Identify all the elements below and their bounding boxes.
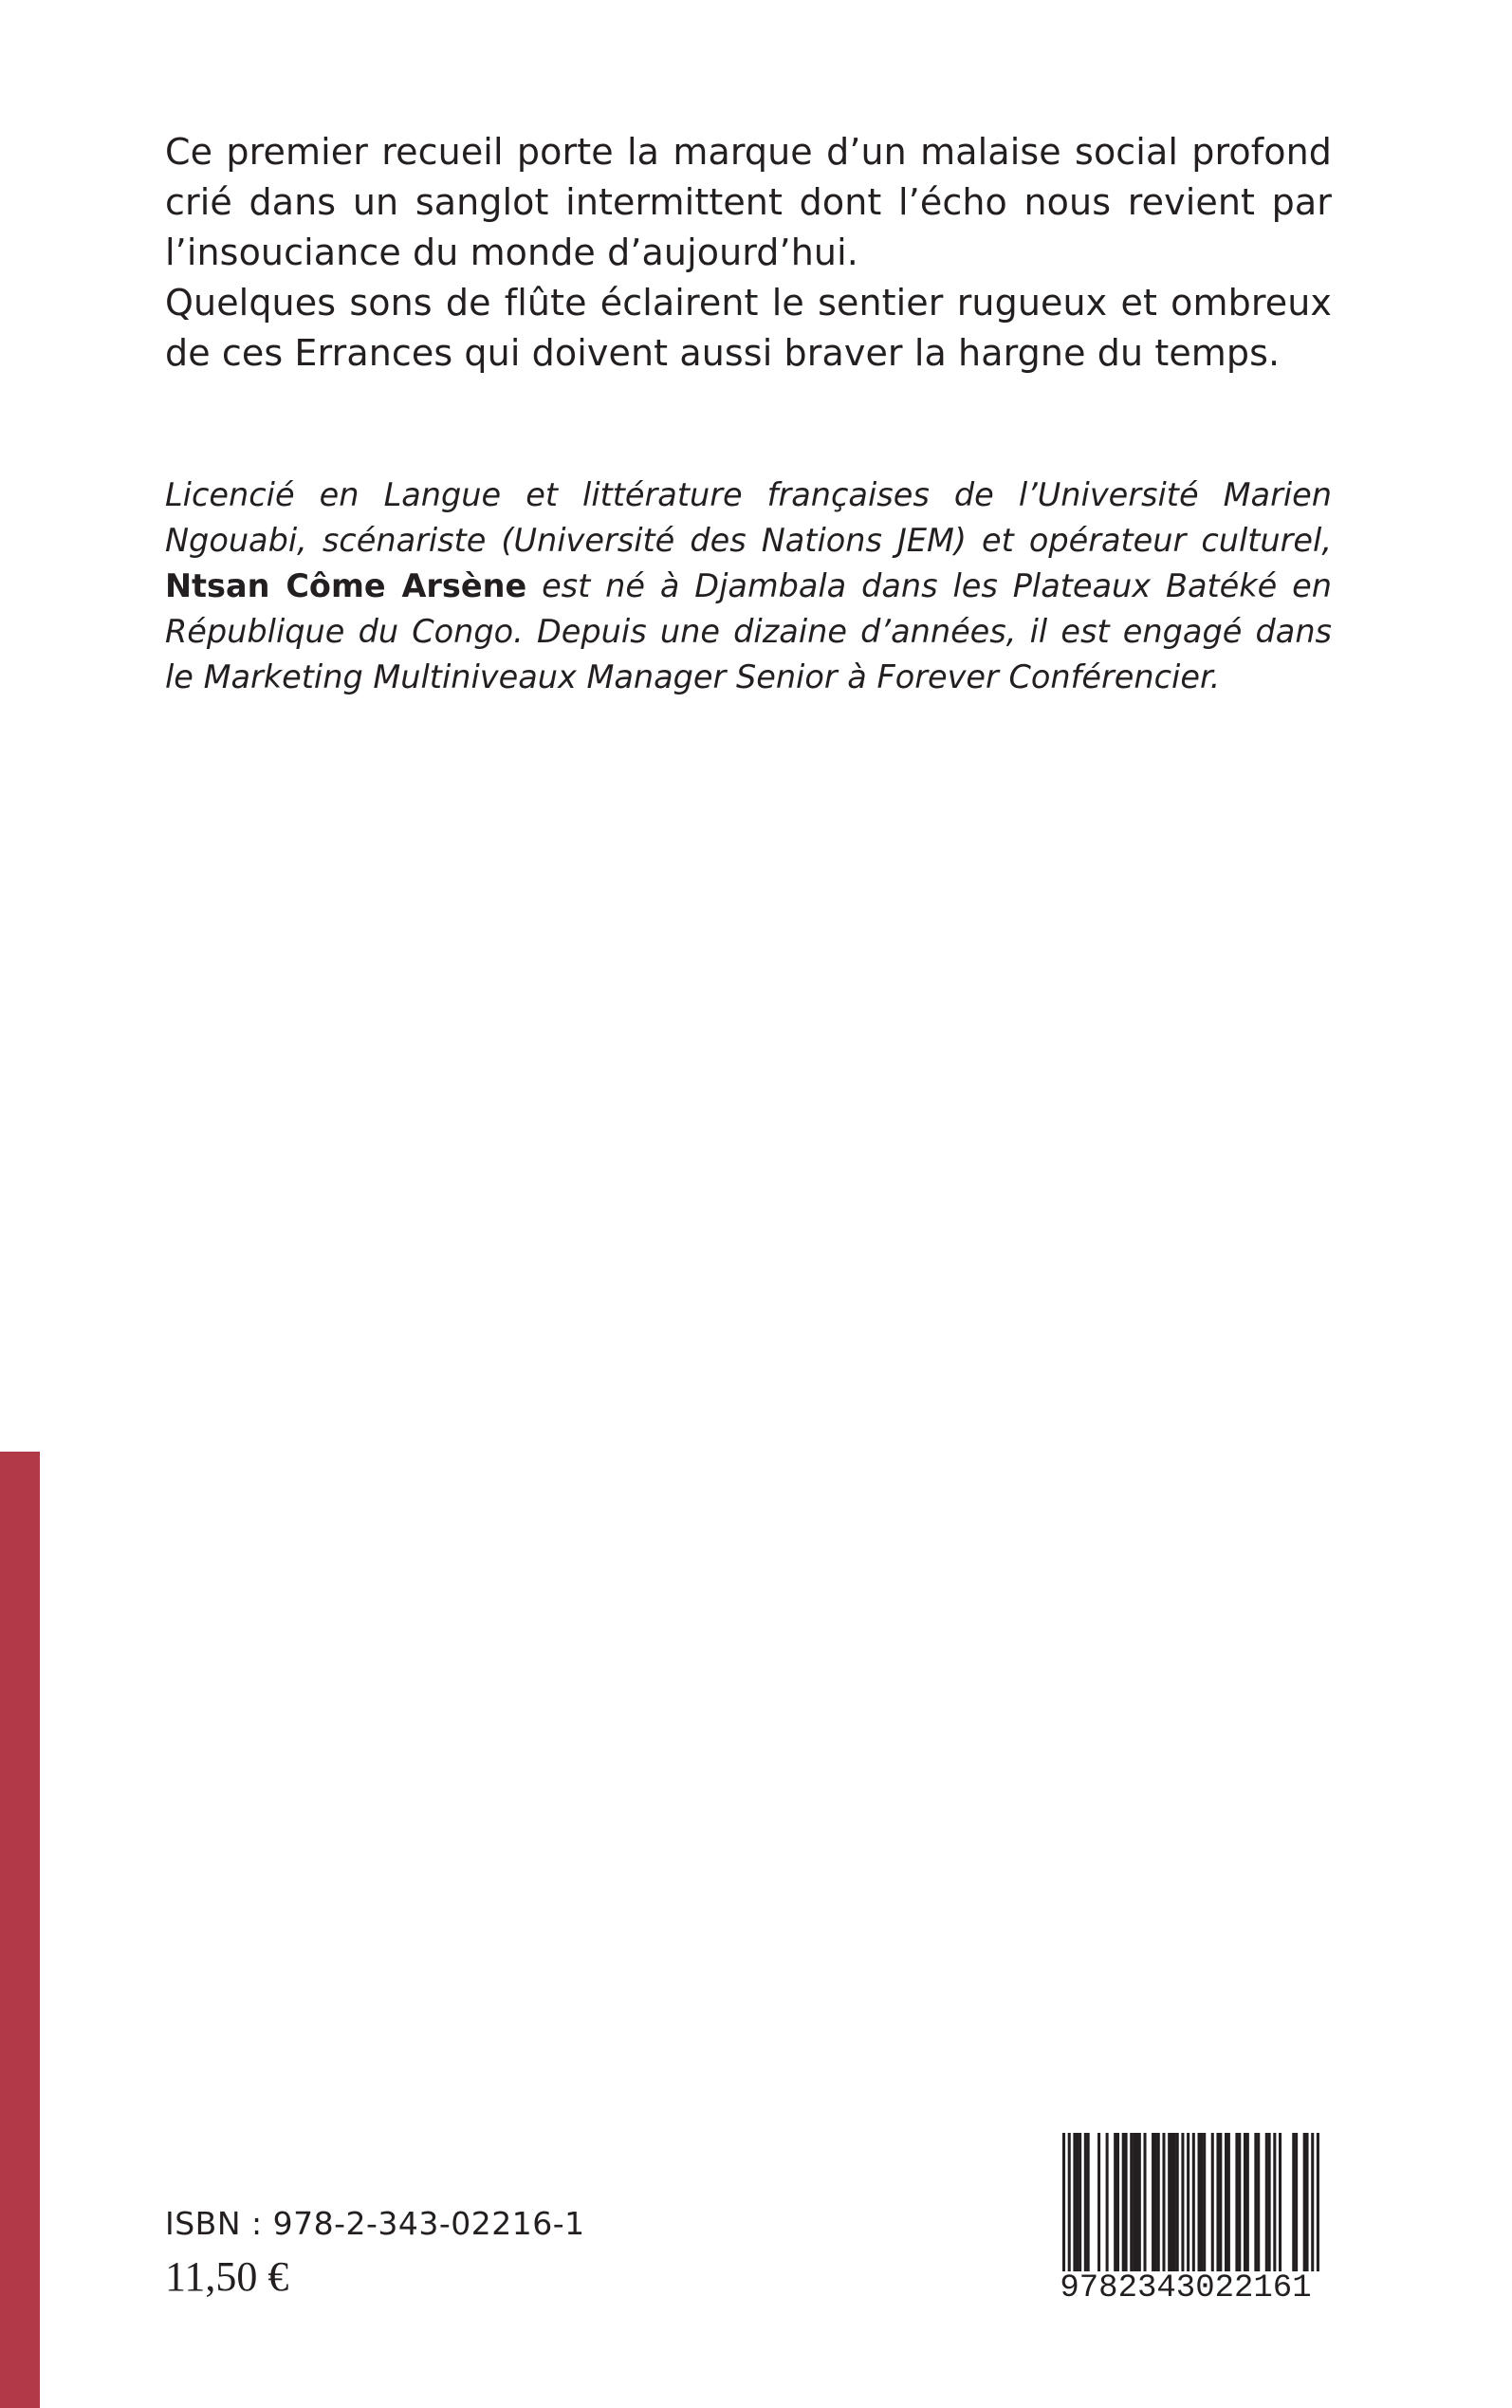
barcode-bar [1157,2133,1160,2273]
barcode-bar [1130,2133,1133,2273]
author-name: Ntsan Côme Arsène [165,567,527,604]
barcode-bar [1122,2133,1125,2273]
barcode-bar [1211,2133,1214,2273]
author-bio-text [165,472,1332,700]
barcode-bar [1133,2133,1135,2273]
barcode-bar [1273,2133,1276,2273]
barcode-bar [1181,2133,1184,2273]
barcode-bar [1187,2133,1189,2292]
barcode-bar [1227,2133,1230,2273]
barcode-bar [1176,2133,1179,2273]
author-bio [165,472,1332,700]
barcode-bar [1203,2133,1206,2273]
blurb-paragraph-2: Quelques sons de flûte éclairent le sentier rugueux et ombreux de ces Errances qui doivent aussi braver la hargne du temps. [165,282,1332,374]
barcode-bar [1068,2133,1071,2292]
barcode-bar [1311,2133,1314,2292]
isbn-label: ISBN : 978-2-343-02216-1 [165,2205,585,2242]
barcode-bar [1192,2133,1195,2292]
barcode-bar [1079,2133,1081,2273]
barcode-bar [1295,2133,1298,2273]
barcode-bar [1084,2133,1087,2273]
barcode-bar [1076,2133,1079,2273]
barcode-bar [1073,2133,1076,2273]
bio-text-after-author: est né à Djambala dans les Plateaux Batéké en République du Congo. Depuis une dizaine d’années, il est engagé dans le Marketing Multiniveaux Manager Senior à Forever Conférencier. [165,567,1332,695]
barcode-bar [1238,2133,1241,2273]
bio-text-before-author: Licencié en Langue et littérature françaises de l’Université Marien Ngouabi, scénariste (Université des Nations JEM) et opérateur culturel, [165,476,1332,559]
barcode-bar [1219,2133,1222,2273]
barcode-bar [1317,2133,1319,2292]
barcode-bar [1265,2133,1268,2273]
barcode [1038,2129,1334,2306]
barcode-bar [1154,2133,1157,2273]
barcode-bar [1257,2133,1260,2273]
barcode-bar [1168,2133,1171,2273]
barcode-bar [1292,2133,1295,2273]
barcode-bar [1235,2133,1238,2273]
barcode-bar [1087,2133,1090,2273]
barcode-bar [1200,2133,1203,2273]
price-label: 11,50 € [165,2253,289,2300]
barcode-bar [1216,2133,1219,2273]
barcode-bar [1125,2133,1128,2273]
barcode-bar [1254,2133,1257,2273]
barcode-bar [1225,2133,1227,2273]
red-spine-band [0,1452,40,2408]
barcode-bar [1144,2133,1147,2273]
barcode-bar [1244,2133,1246,2273]
back-cover-blurb [165,127,1332,379]
barcode-bar [1162,2133,1165,2273]
barcode-bar [1306,2133,1309,2273]
blurb-paragraph-1: Ce premier recueil porte la marque d’un malaise social profond crié dans un sanglot intermittent dont l’écho nous revient par l’insouciance du monde d’aujourd’hui. [165,131,1332,273]
barcode-bar [1114,2133,1116,2273]
barcode-bar [1198,2133,1201,2273]
barcode-bar [1268,2133,1271,2273]
barcode-bar [1138,2133,1141,2273]
barcode-bar [1116,2133,1119,2273]
barcode-bar [1173,2133,1176,2273]
barcode-digits: 9782343022161 [1038,2271,1334,2306]
barcode-bar [1171,2133,1173,2273]
barcode-bar [1062,2133,1065,2292]
barcode-bar [1303,2133,1306,2273]
barcode-bar [1097,2133,1100,2273]
barcode-bar [1246,2133,1249,2273]
barcode-bar [1279,2133,1282,2273]
barcode-bar [1135,2133,1138,2273]
barcode-bar [1152,2133,1154,2273]
barcode-bar [1106,2133,1109,2273]
